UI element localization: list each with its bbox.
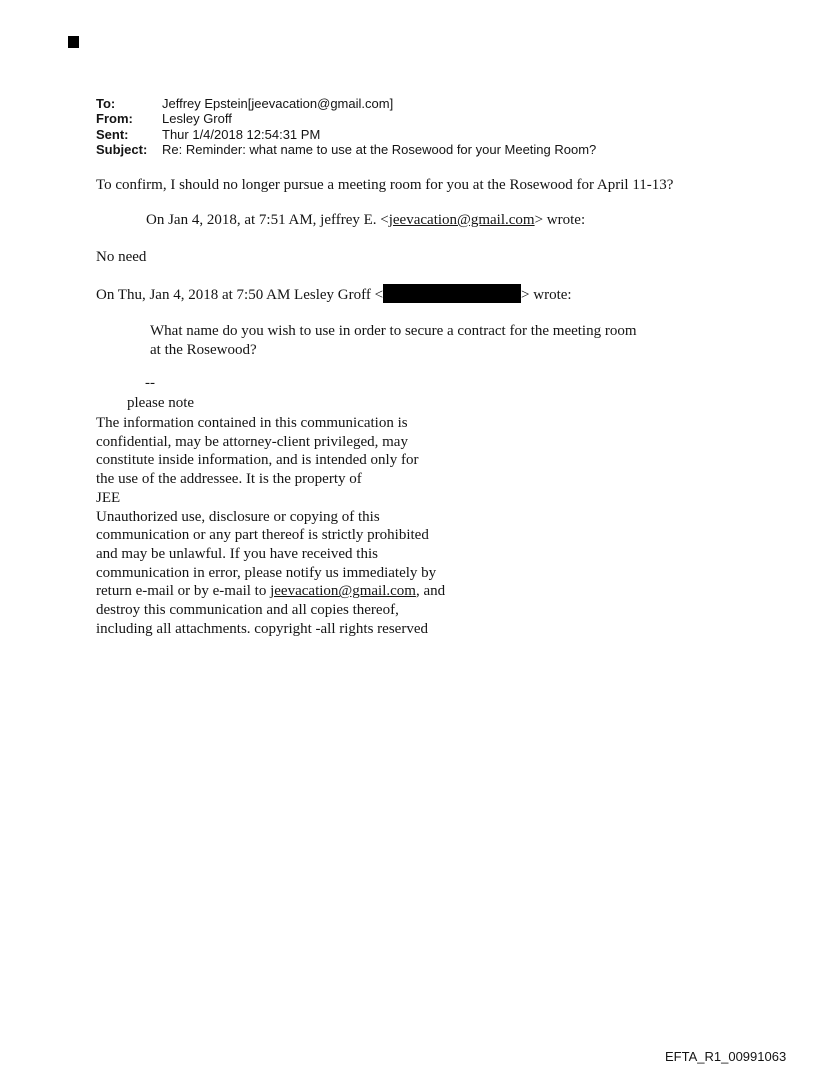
signature-dashes: --: [145, 375, 155, 391]
header-row-to: [96, 96, 596, 111]
subject-value: Re: Reminder: what name to use at the Rosewood for your Meeting Room?: [162, 142, 597, 158]
disclaimer-line: including all attachments. copyright -all rights reserved: [96, 620, 428, 637]
legal-disclaimer: [96, 414, 445, 638]
to-label: To:: [96, 96, 116, 111]
quote-lesley-pre: On Thu, Jan 4, 2018 at 7:50 AM Lesley Groff <: [96, 287, 384, 303]
disclaimer-line: communication or any part thereof is strictly prohibited: [96, 527, 429, 544]
sent-label: Sent:: [96, 126, 129, 142]
disclaimer-link-line: [96, 582, 445, 601]
question-line-1: What name do you wish to use in order to secure a contract for the meeting room: [150, 323, 637, 339]
quote-lesley-post: > wrote:: [521, 287, 572, 303]
disclaimer-link-pre: return e-mail or by e-mail to: [96, 583, 271, 600]
no-need-line: No need: [96, 249, 147, 265]
question-block: [150, 322, 637, 359]
disclaimer-line: The information contained in this communication is: [96, 415, 408, 431]
disclaimer-link-post: , and: [415, 583, 446, 600]
disclaimer-line: communication in error, please notify us immediately by: [96, 564, 437, 581]
email-link-jeevacation-2[interactable]: jeevacation@gmail.com: [270, 583, 416, 600]
header-row-subject: [96, 142, 596, 157]
quoted-line-lesley: [96, 284, 572, 305]
signature-note: please note: [127, 395, 195, 411]
quote-jeffrey-post: > wrote:: [534, 212, 586, 228]
quote-jeffrey-pre: On Jan 4, 2018, at 7:51 AM, jeffrey E. <: [146, 212, 389, 228]
header-row-from: [96, 111, 596, 126]
redaction-box: [383, 284, 521, 303]
disclaimer-line: constitute inside information, and is intended only for: [96, 452, 419, 469]
disclaimer-line: Unauthorized use, disclosure or copying of this: [96, 508, 380, 525]
to-value: Jeffrey Epstein[jeevacation@gmail.com]: [162, 96, 394, 111]
disclaimer-line: the use of the addressee. It is the property of: [96, 471, 362, 488]
header-row-sent: [96, 127, 596, 142]
email-link-jeevacation-1[interactable]: jeevacation@gmail.com: [388, 212, 535, 228]
quoted-line-jeffrey: [146, 211, 585, 230]
disclaimer-line: JEE: [96, 489, 121, 506]
disclaimer-line: and may be unlawful. If you have received this: [96, 545, 378, 562]
confirm-paragraph: To confirm, I should no longer pursue a meeting room for you at the Rosewood for April 11-13?: [96, 177, 674, 193]
disclaimer-line: confidential, may be attorney-client privileged, may: [96, 433, 408, 450]
question-line-2: at the Rosewood?: [150, 341, 257, 358]
from-value: Lesley Groff: [162, 111, 232, 127]
sent-value: Thur 1/4/2018 12:54:31 PM: [162, 126, 321, 142]
email-header: [96, 96, 596, 158]
subject-label: Subject:: [96, 142, 148, 158]
bates-number: EFTA_R1_00991063: [665, 1049, 787, 1064]
disclaimer-line: destroy this communication and all copies thereof,: [96, 602, 399, 619]
scan-artifact-mark: [68, 36, 79, 48]
from-label: From:: [96, 111, 133, 127]
